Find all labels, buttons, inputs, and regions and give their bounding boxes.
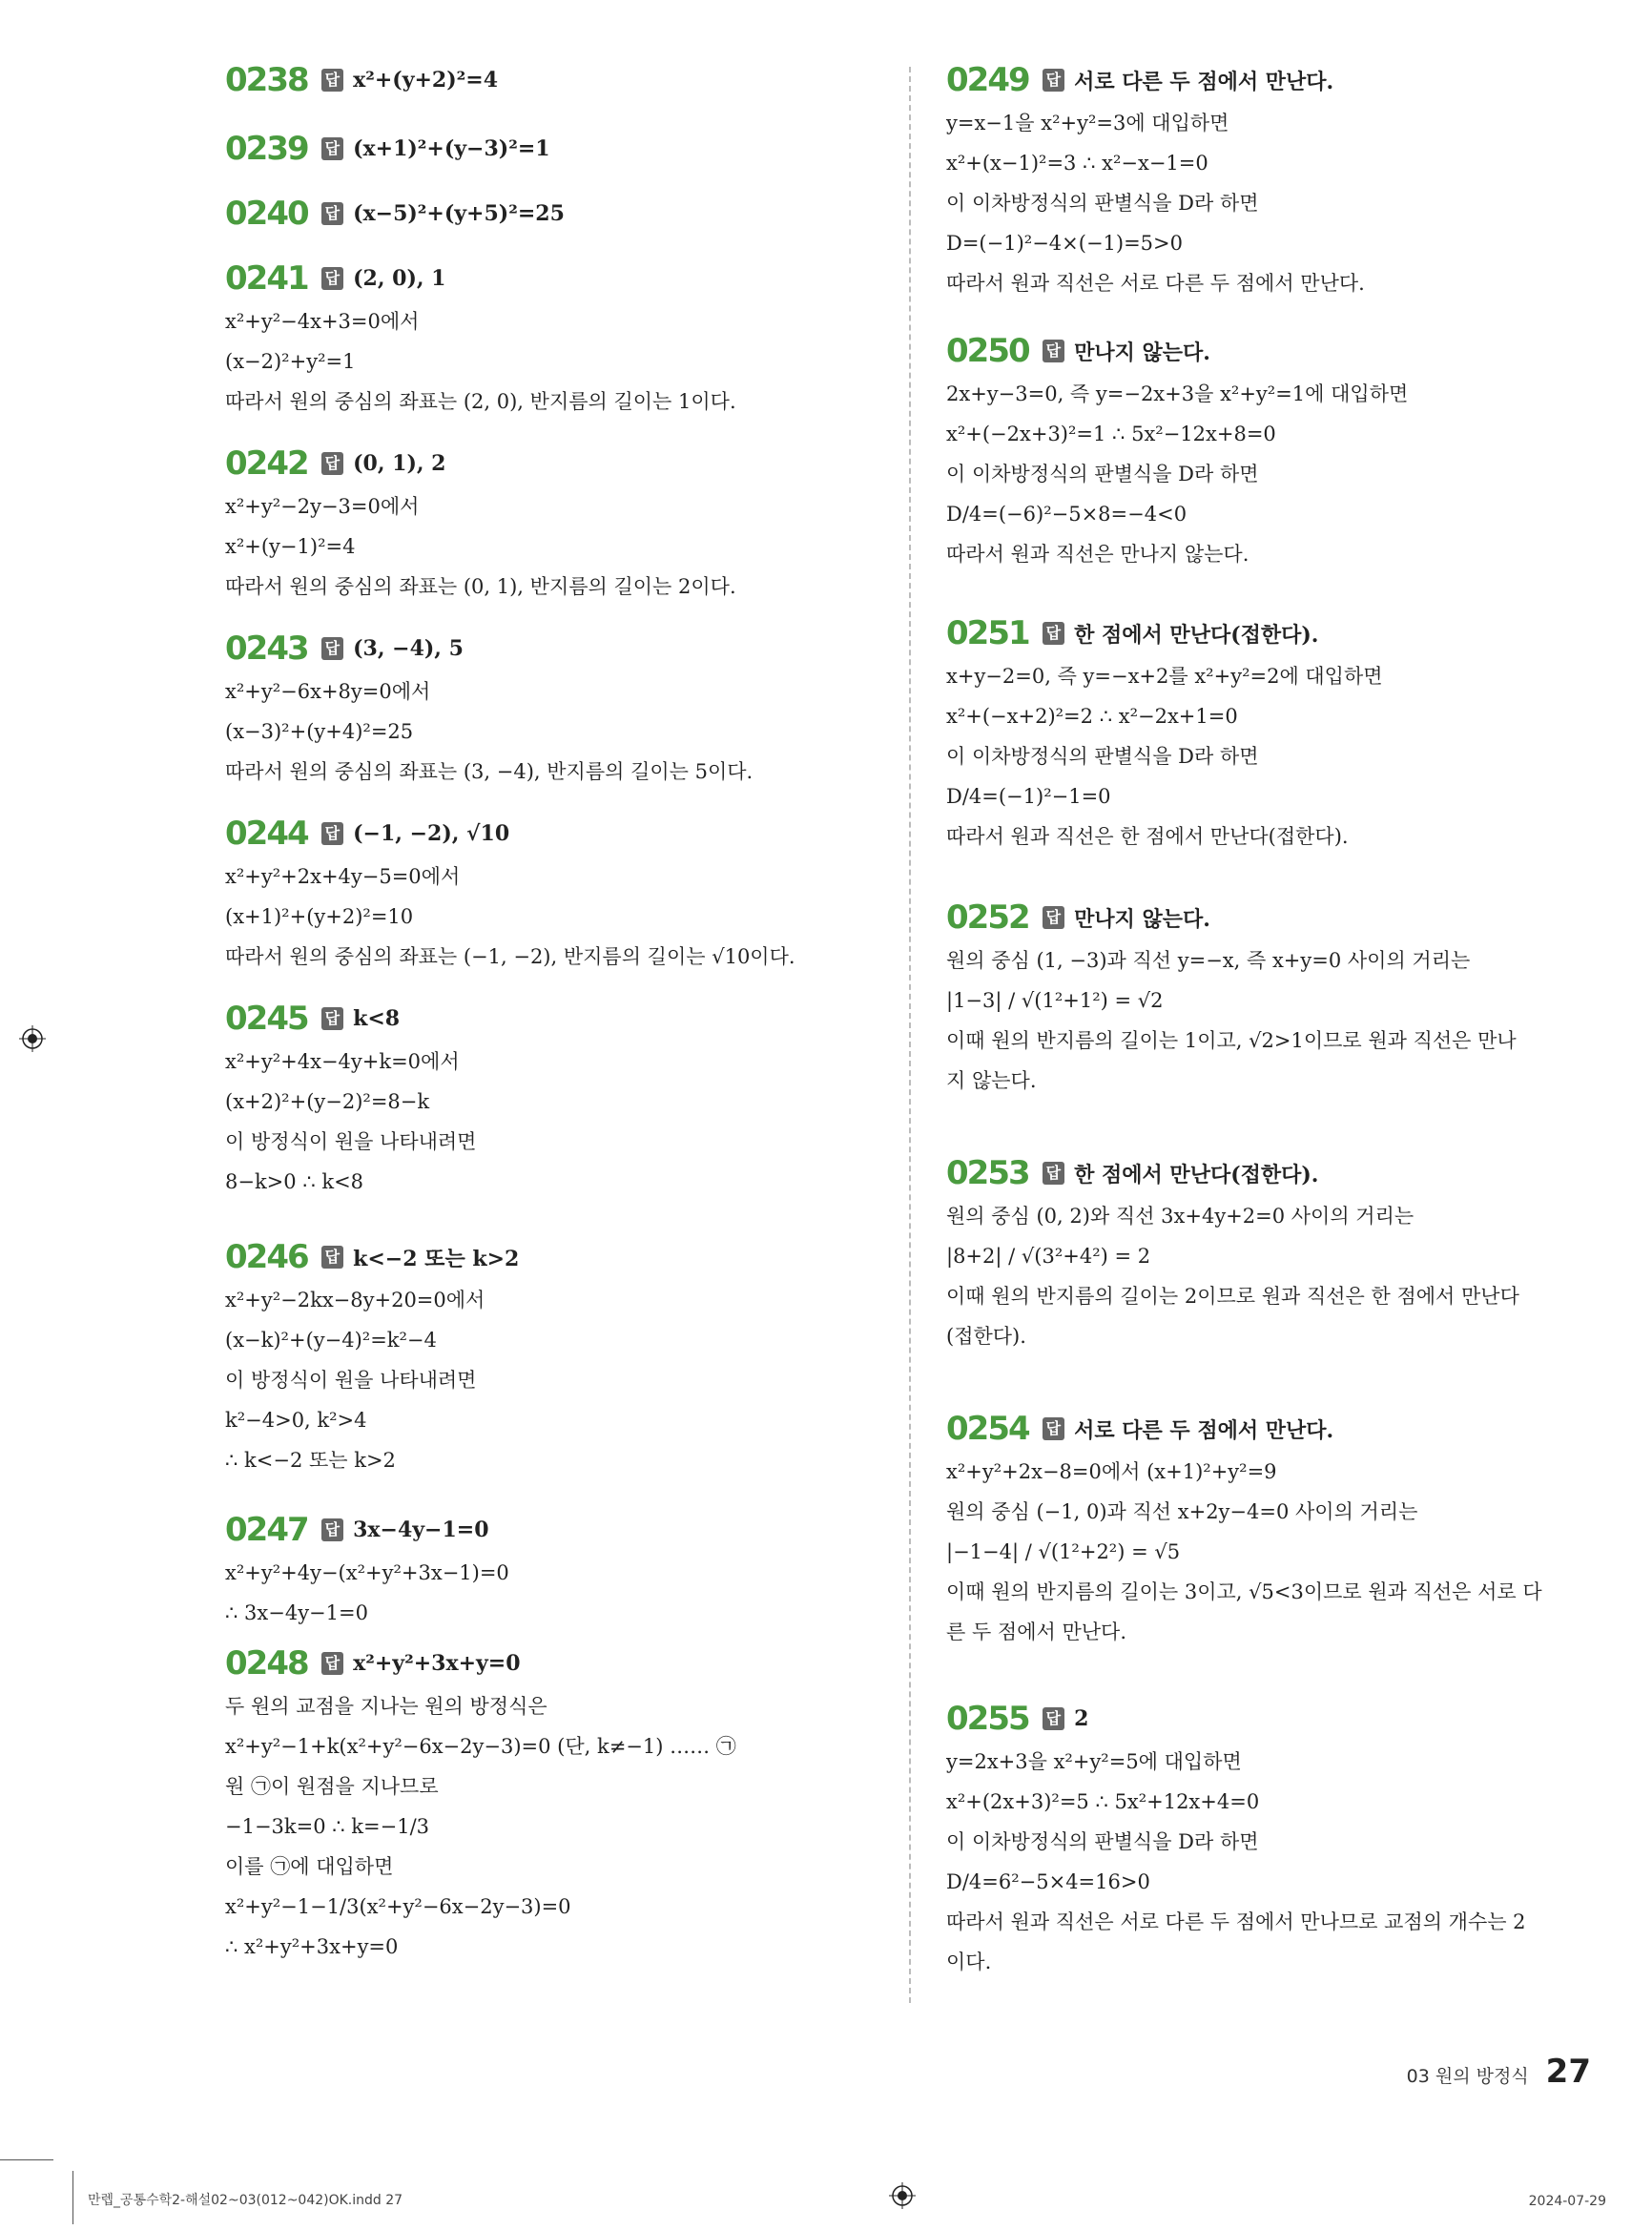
answer-text: x²+y²+3x+y=0 xyxy=(353,1651,521,1676)
solution-line: x²+y²+2x+4y−5=0에서 xyxy=(225,865,461,888)
problem-header xyxy=(225,1507,883,1553)
solution-line: y=x−1을 x²+y²=3에 대입하면 xyxy=(946,112,1229,134)
registration-mark-icon xyxy=(19,1025,46,1052)
problem-header xyxy=(225,1234,883,1280)
problem-0241 xyxy=(225,256,883,422)
solution-line: 원의 중심 (1, −3)과 직선 y=−x, 즉 x+y=0 사이의 거리는 xyxy=(946,949,1471,972)
answer-text: (−1, −2), √10 xyxy=(353,821,510,846)
solution-line: ∴ x²+y²+3x+y=0 xyxy=(225,1935,399,1958)
problem-0246 xyxy=(225,1234,883,1480)
solution-line: 이 이차방정식의 판별식을 D라 하면 xyxy=(946,1830,1259,1853)
problem-header xyxy=(946,1406,1604,1452)
section-title: 03 원의 방정식 xyxy=(1406,2066,1529,2087)
crop-mark xyxy=(72,2171,73,2224)
problem-header xyxy=(225,191,883,237)
answer-text: (3, −4), 5 xyxy=(353,636,464,661)
solution-line: (x−2)²+y²=1 xyxy=(225,350,356,373)
solution-line: 원 ㉠이 원점을 지나므로 xyxy=(225,1775,439,1798)
solution-line: 두 원의 교점을 지나는 원의 방정식은 xyxy=(225,1695,547,1718)
solution-line: ∴ 3x−4y−1=0 xyxy=(225,1601,368,1624)
solution-line: 이다. xyxy=(946,1951,992,1973)
answer-tag: 답 xyxy=(1043,1162,1064,1185)
print-file-info: 만렙_공통수학2-해설02~03(012~042)OK.indd 27 xyxy=(88,2193,403,2208)
solution-line: x²+y²−4x+3=0에서 xyxy=(225,310,420,333)
solution-line: x²+y²+4y−(x²+y²+3x−1)=0 xyxy=(225,1561,509,1584)
solution-line: 이때 원의 반지름의 길이는 1이고, √2>1이므로 원과 직선은 만나 xyxy=(946,1029,1517,1052)
solution-line: 따라서 원의 중심의 좌표는 (2, 0), 반지름의 길이는 1이다. xyxy=(225,390,736,413)
problem-0254 xyxy=(946,1406,1604,1652)
answer-tag: 답 xyxy=(321,1246,343,1269)
problem-0244 xyxy=(225,811,883,977)
solution-line: x²+(x−1)²=3 ∴ x²−x−1=0 xyxy=(946,152,1208,175)
problem-number: 0240 xyxy=(225,195,308,233)
solution-line: (x+1)²+(y+2)²=10 xyxy=(225,905,414,928)
solution-line: k²−4>0, k²>4 xyxy=(225,1409,367,1432)
page-footer xyxy=(1407,2053,1591,2091)
problem-header xyxy=(225,441,883,486)
answer-text: (x+1)²+(y−3)²=1 xyxy=(353,136,550,161)
problem-header xyxy=(946,1696,1604,1742)
crop-mark xyxy=(0,2159,53,2160)
answer-text: x²+(y+2)²=4 xyxy=(353,68,499,93)
problem-number: 0253 xyxy=(946,1154,1029,1192)
answer-tag: 답 xyxy=(1043,1417,1064,1440)
problem-0247 xyxy=(225,1507,883,1633)
problem-number: 0250 xyxy=(946,332,1029,370)
answer-tag: 답 xyxy=(321,1652,343,1675)
problem-header xyxy=(225,811,883,857)
solution-line: x²+y²−6x+8y=0에서 xyxy=(225,680,431,703)
answer-text: 한 점에서 만난다(접한다). xyxy=(1074,1162,1319,1187)
solution-line: 따라서 원과 직선은 만나지 않는다. xyxy=(946,543,1249,566)
solution-line: 이 방정식이 원을 나타내려면 xyxy=(225,1130,477,1153)
solution-line: y=2x+3을 x²+y²=5에 대입하면 xyxy=(946,1750,1242,1773)
solution-line: 원의 중심 (0, 2)와 직선 3x+4y+2=0 사이의 거리는 xyxy=(946,1205,1415,1228)
answer-tag: 답 xyxy=(1043,340,1064,362)
solution-line: 이를 ㉠에 대입하면 xyxy=(225,1855,394,1878)
print-date: 2024-07-29 xyxy=(1528,2194,1606,2209)
solution-line: (접한다). xyxy=(946,1325,1026,1348)
solution-line: x²+(y−1)²=4 xyxy=(225,535,356,558)
solution-line: x²+y²+2x−8=0에서 (x+1)²+y²=9 xyxy=(946,1460,1277,1483)
problem-number: 0244 xyxy=(225,815,308,853)
solution-line: 따라서 원의 중심의 좌표는 (−1, −2), 반지름의 길이는 √10이다. xyxy=(225,945,795,968)
problem-header xyxy=(225,126,883,172)
answer-tag: 답 xyxy=(321,452,343,475)
solution-line: (x−3)²+(y+4)²=25 xyxy=(225,720,414,743)
answer-text: 서로 다른 두 점에서 만난다. xyxy=(1074,69,1334,94)
solution-line: 이 이차방정식의 판별식을 D라 하면 xyxy=(946,745,1259,768)
answer-text: 만나지 않는다. xyxy=(1074,906,1210,932)
solution-line: |8+2| / √(3²+4²) = 2 xyxy=(946,1245,1151,1268)
problem-0245 xyxy=(225,996,883,1202)
solution-line: x²+y²−1+k(x²+y²−6x−2y−3)=0 (단, k≠−1) …… ㉠ xyxy=(225,1735,736,1758)
problem-header xyxy=(225,1641,883,1686)
solution-line: 따라서 원의 중심의 좌표는 (0, 1), 반지름의 길이는 2이다. xyxy=(225,575,736,598)
problem-0255 xyxy=(946,1696,1604,1982)
solution-line: D=(−1)²−4×(−1)=5>0 xyxy=(946,232,1184,255)
problem-0249 xyxy=(946,57,1604,303)
solution-line: x+y−2=0, 즉 y=−x+2를 x²+y²=2에 대입하면 xyxy=(946,665,1383,688)
problem-0252 xyxy=(946,895,1604,1101)
answer-text: 3x−4y−1=0 xyxy=(353,1518,489,1542)
answer-tag: 답 xyxy=(321,137,343,160)
solution-line: 이 이차방정식의 판별식을 D라 하면 xyxy=(946,463,1259,485)
answer-text: 만나지 않는다. xyxy=(1074,340,1210,365)
answer-tag: 답 xyxy=(321,1007,343,1030)
problem-number: 0247 xyxy=(225,1511,308,1549)
problem-0239 xyxy=(225,126,883,172)
solution-line: 른 두 점에서 만난다. xyxy=(946,1621,1126,1643)
problem-header xyxy=(946,328,1604,374)
problem-0238 xyxy=(225,57,883,103)
solution-line: D/4=6²−5×4=16>0 xyxy=(946,1870,1150,1893)
problem-number: 0245 xyxy=(225,1000,308,1038)
solution-line: 따라서 원과 직선은 서로 다른 두 점에서 만나므로 교점의 개수는 2 xyxy=(946,1910,1526,1933)
answer-tag: 답 xyxy=(1043,622,1064,645)
solution-line: x²+y²−2kx−8y+20=0에서 xyxy=(225,1289,485,1311)
solution-line: 지 않는다. xyxy=(946,1069,1037,1092)
problem-header xyxy=(946,57,1604,103)
answer-text: (x−5)²+(y+5)²=25 xyxy=(353,201,565,226)
problem-number: 0243 xyxy=(225,630,308,668)
problem-header xyxy=(225,57,883,103)
problem-header xyxy=(946,610,1604,656)
problem-number: 0254 xyxy=(946,1410,1029,1448)
solution-line: 2x+y−3=0, 즉 y=−2x+3을 x²+y²=1에 대입하면 xyxy=(946,382,1409,405)
solution-line: 이 이차방정식의 판별식을 D라 하면 xyxy=(946,192,1259,215)
answer-tag: 답 xyxy=(321,637,343,660)
solution-line: 이때 원의 반지름의 길이는 3이고, √5<3이므로 원과 직선은 서로 다 xyxy=(946,1580,1542,1603)
problem-number: 0242 xyxy=(225,444,308,483)
solution-line: x²+(−2x+3)²=1 ∴ 5x²−12x+8=0 xyxy=(946,423,1276,445)
solution-line: x²+y²−2y−3=0에서 xyxy=(225,495,420,518)
answer-tag: 답 xyxy=(1043,69,1064,92)
problem-number: 0249 xyxy=(946,61,1029,99)
problem-number: 0246 xyxy=(225,1238,308,1276)
problem-number: 0251 xyxy=(946,614,1029,652)
problem-header xyxy=(946,1150,1604,1196)
solution-line: ∴ k<−2 또는 k>2 xyxy=(225,1449,396,1472)
answer-text: 2 xyxy=(1074,1706,1089,1731)
solution-line: 이 방정식이 원을 나타내려면 xyxy=(225,1369,477,1392)
solution-line: 따라서 원과 직선은 서로 다른 두 점에서 만난다. xyxy=(946,272,1365,295)
solution-line: D/4=(−1)²−1=0 xyxy=(946,785,1111,808)
answer-text: k<8 xyxy=(353,1006,401,1031)
problem-header xyxy=(225,256,883,301)
solution-line: 이때 원의 반지름의 길이는 2이므로 원과 직선은 한 점에서 만난다 xyxy=(946,1285,1519,1308)
solution-line: 따라서 원과 직선은 한 점에서 만난다(접한다). xyxy=(946,825,1349,848)
answer-tag: 답 xyxy=(321,1518,343,1541)
answer-text: (0, 1), 2 xyxy=(353,451,446,476)
answer-text: (2, 0), 1 xyxy=(353,266,446,291)
solution-line: x²+(−x+2)²=2 ∴ x²−2x+1=0 xyxy=(946,705,1238,728)
problem-number: 0252 xyxy=(946,898,1029,937)
problem-number: 0239 xyxy=(225,130,308,168)
problem-number: 0255 xyxy=(946,1700,1029,1738)
problem-0240 xyxy=(225,191,883,237)
column-divider xyxy=(909,67,911,2003)
registration-mark-icon xyxy=(889,2182,916,2209)
solution-line: 따라서 원의 중심의 좌표는 (3, −4), 반지름의 길이는 5이다. xyxy=(225,760,754,783)
page-number: 27 xyxy=(1545,2053,1591,2091)
answer-text: 한 점에서 만난다(접한다). xyxy=(1074,622,1319,648)
solution-line: (x+2)²+(y−2)²=8−k xyxy=(225,1090,430,1113)
solution-line: x²+y²+4x−4y+k=0에서 xyxy=(225,1050,460,1073)
problem-0248 xyxy=(225,1641,883,1967)
solution-line: −1−3k=0 ∴ k=−1/3 xyxy=(225,1815,430,1838)
answer-tag: 답 xyxy=(321,202,343,225)
solution-line: D/4=(−6)²−5×8=−4<0 xyxy=(946,503,1187,526)
answer-text: k<−2 또는 k>2 xyxy=(353,1246,520,1271)
problem-0250 xyxy=(946,328,1604,574)
solution-line: 원의 중심 (−1, 0)과 직선 x+2y−4=0 사이의 거리는 xyxy=(946,1500,1418,1523)
answer-tag: 답 xyxy=(321,69,343,92)
problem-0242 xyxy=(225,441,883,607)
solution-line: 8−k>0 ∴ k<8 xyxy=(225,1170,364,1193)
solution-line: |1−3| / √(1²+1²) = √2 xyxy=(946,989,1164,1012)
solution-line: x²+y²−1−1/3(x²+y²−6x−2y−3)=0 xyxy=(225,1895,571,1918)
solution-line: x²+(2x+3)²=5 ∴ 5x²+12x+4=0 xyxy=(946,1790,1260,1813)
answer-tag: 답 xyxy=(321,822,343,845)
answer-tag: 답 xyxy=(321,267,343,290)
problem-header xyxy=(225,626,883,671)
problem-0253 xyxy=(946,1150,1604,1356)
solution-line: |−1−4| / √(1²+2²) = √5 xyxy=(946,1540,1181,1563)
solution-line: (x−k)²+(y−4)²=k²−4 xyxy=(225,1329,437,1352)
problem-0243 xyxy=(225,626,883,792)
answer-text: 서로 다른 두 점에서 만난다. xyxy=(1074,1417,1334,1443)
problem-0251 xyxy=(946,610,1604,857)
answer-tag: 답 xyxy=(1043,1707,1064,1730)
problem-header xyxy=(946,895,1604,940)
problem-header xyxy=(225,996,883,1042)
problem-number: 0248 xyxy=(225,1644,308,1683)
answer-tag: 답 xyxy=(1043,906,1064,929)
problem-number: 0241 xyxy=(225,259,308,298)
problem-number: 0238 xyxy=(225,61,308,99)
